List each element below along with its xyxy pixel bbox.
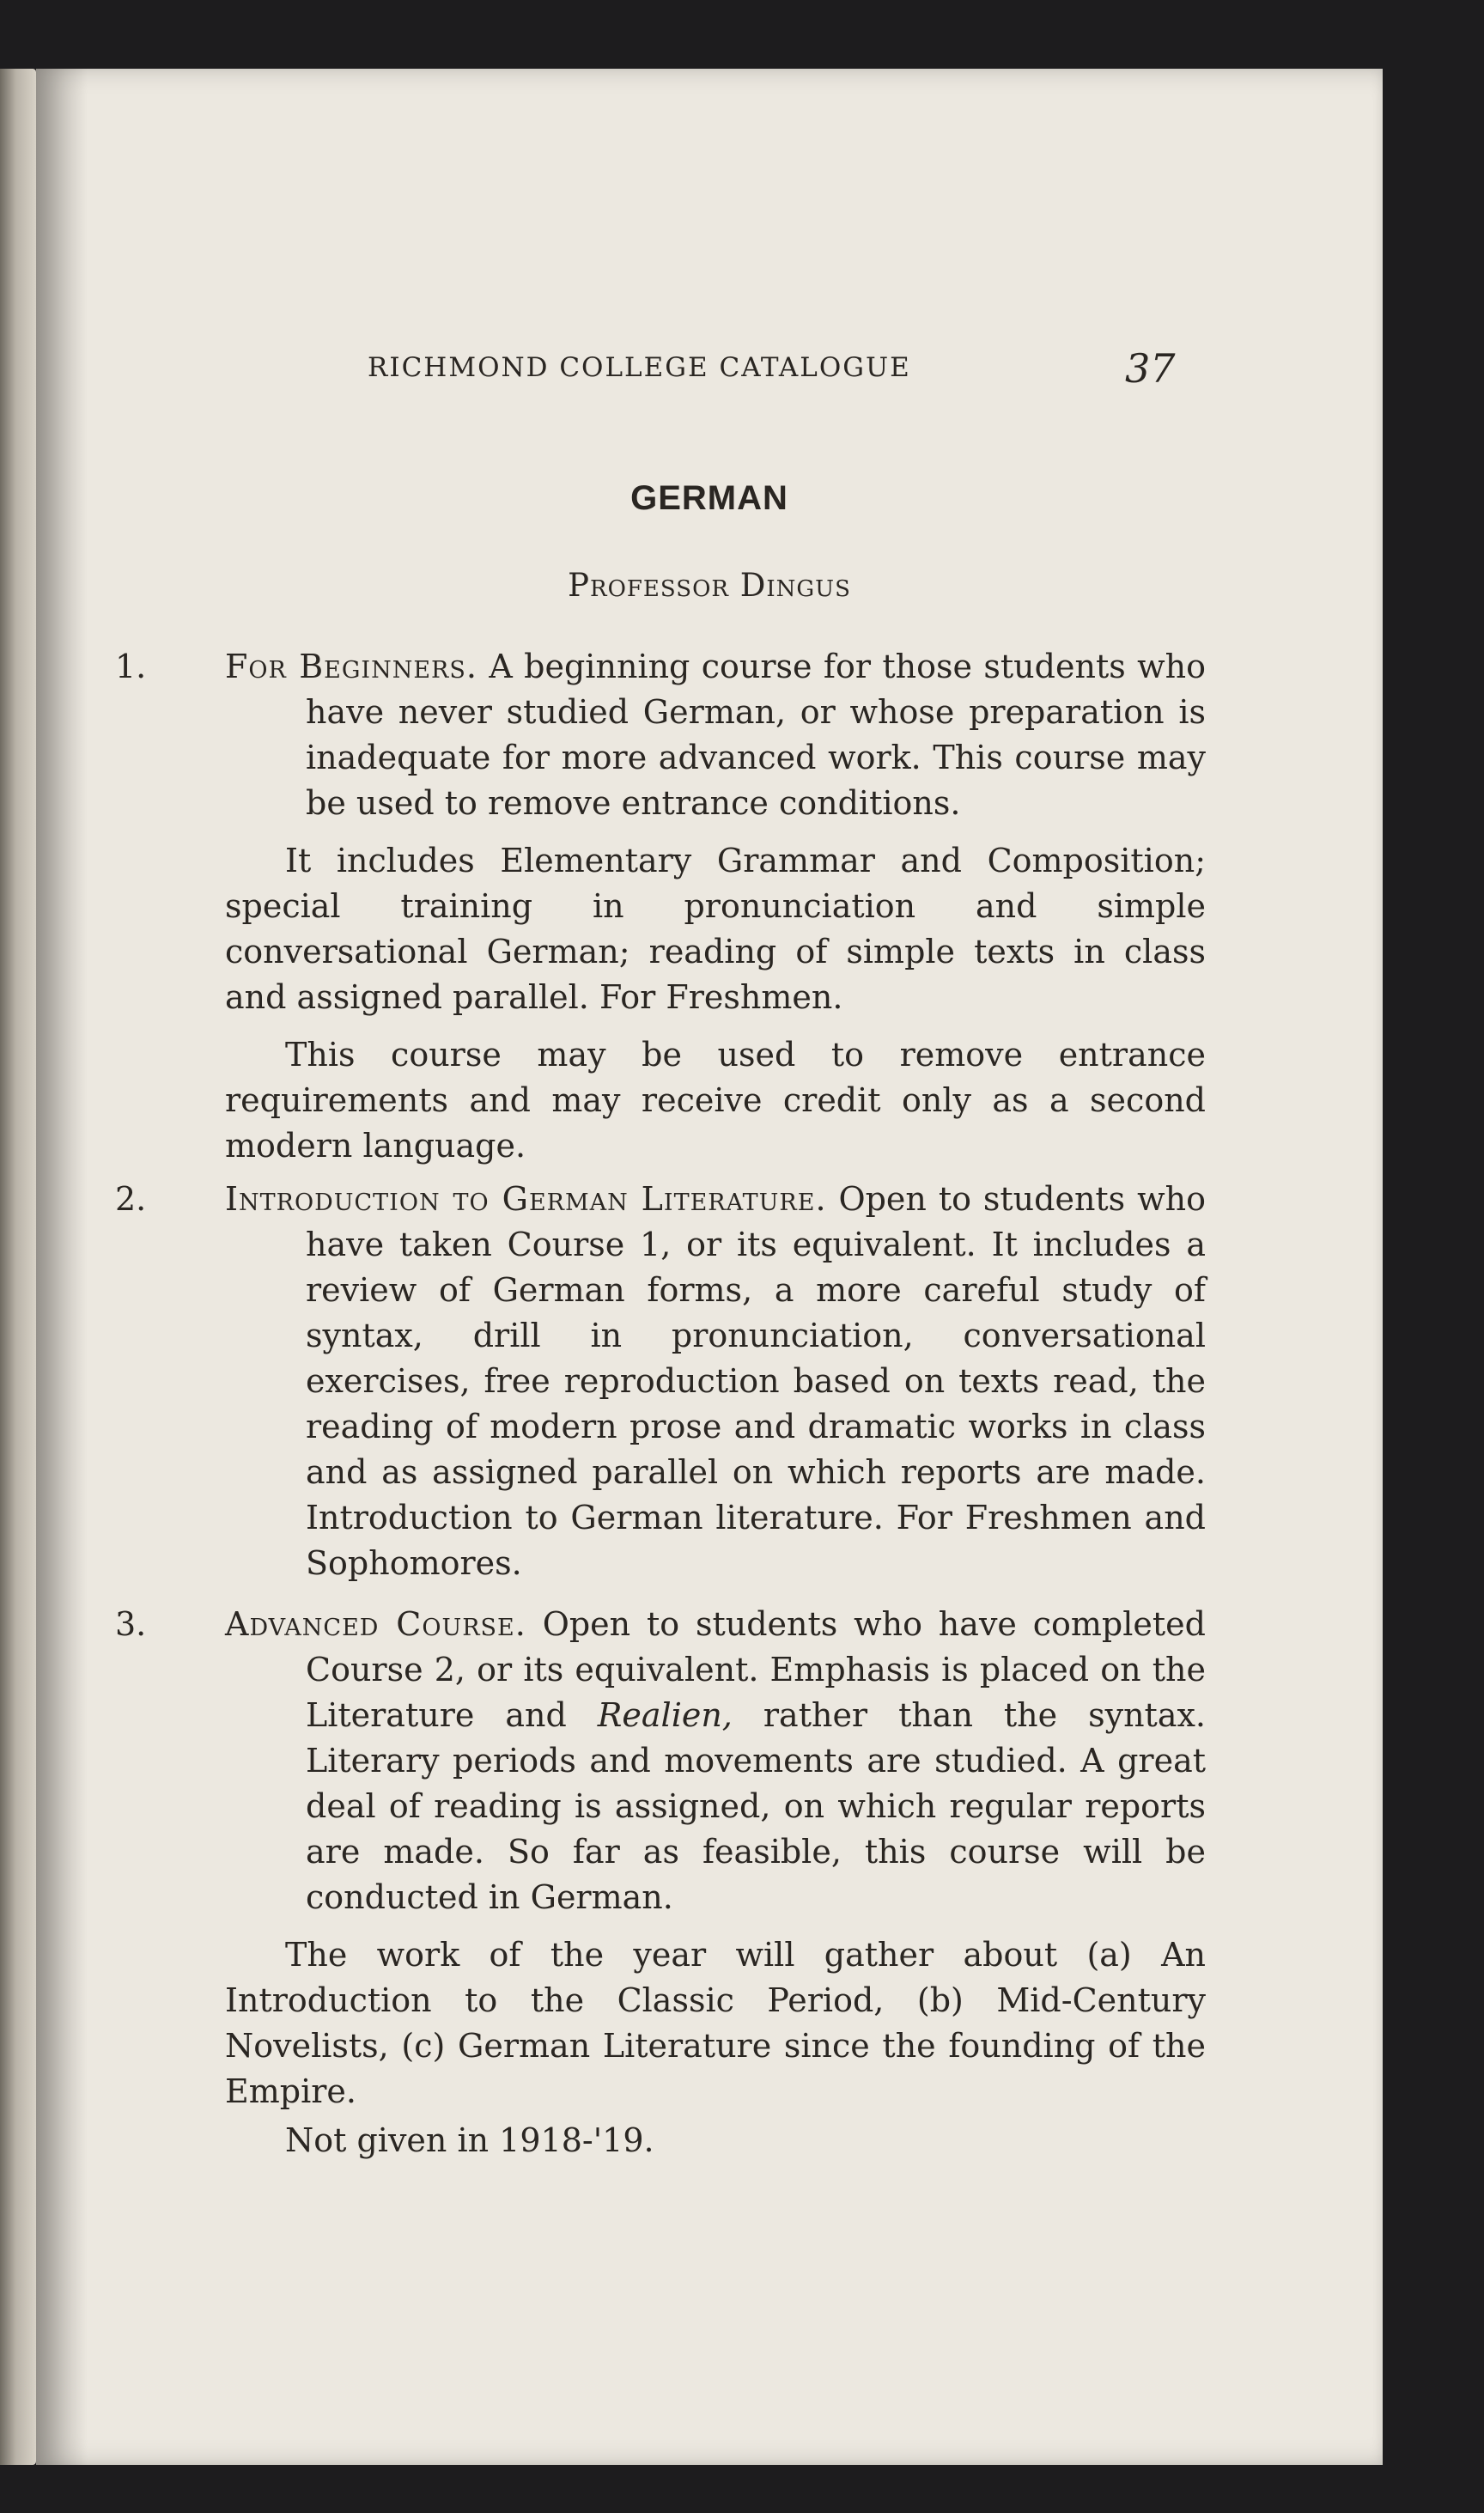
course-paragraph: This course may be used to remove entrance requirements and may receive credit only as a second modern language.: [225, 1036, 1206, 1165]
professor-name: Professor Dingus: [568, 567, 851, 604]
course-description: [225, 644, 1206, 826]
course-number: 2.: [115, 1180, 147, 1218]
course-title: Advanced Course.: [225, 1605, 526, 1643]
course-number: 1.: [115, 648, 147, 685]
course-title: For Beginners.: [225, 648, 477, 685]
course-paragraph: The work of the year will gather about (a) An Introduction to the Classic Period, (b) Mid-Century Novelists, (c) German Literature since the founding of the Empire.: [225, 1936, 1206, 2110]
running-title: RICHMOND COLLEGE CATALOGUE: [368, 352, 911, 383]
course-3: [115, 1602, 1206, 2163]
course-title: Introduction to German Literature.: [225, 1180, 827, 1218]
running-head: [368, 345, 1226, 397]
course-body: [225, 1602, 1206, 2163]
catalogue-page: [36, 69, 1383, 2465]
course-paragraph: Not given in 1918-'19.: [285, 2121, 654, 2159]
previous-page-edge: [0, 69, 36, 2465]
course-body: [225, 1177, 1206, 1586]
course-1: [115, 644, 1206, 1169]
page-number: 37: [1125, 345, 1176, 392]
course-description: [225, 1177, 1206, 1586]
course-number: 3.: [115, 1605, 147, 1643]
course-text: Open to students who have completed Course 2, or its equivalent. Emphasis is placed on the Literature and: [306, 1605, 1206, 1734]
page-gutter-shadow: [36, 69, 88, 2465]
course-text: rather than the syntax. Literary periods and movements are studied. A great deal of reading is assigned, on which regular reports are made. So far as feasible, this course will be conducted in German.: [306, 1696, 1206, 1916]
course-text: Open to students who have taken Course 1, or its equivalent. It includes a review of German forms, a more careful study of syntax, drill in pronunciation, conversational exercises, free reproduction based on texts read, the reading of modern prose and dramatic works in class and as assigned parallel on which reports are made. Introduction to German literature. For Freshmen and Sophomores.: [306, 1180, 1206, 1582]
course-2: [115, 1177, 1206, 1586]
course-text: A beginning course for those students who have never studied German, or whose preparation is inadequate for more advanced work. This course may be used to remove entrance conditions.: [306, 648, 1206, 822]
course-description: [225, 1602, 1206, 1920]
section-heading: GERMAN: [630, 479, 788, 517]
course-body: [225, 644, 1206, 1169]
course-paragraph: It includes Elementary Grammar and Composition; special training in pronunciation and simple conversational German; reading of simple texts in class and assigned parallel. For Freshmen.: [225, 842, 1206, 1016]
course-text-italic: Realien,: [597, 1696, 733, 1734]
